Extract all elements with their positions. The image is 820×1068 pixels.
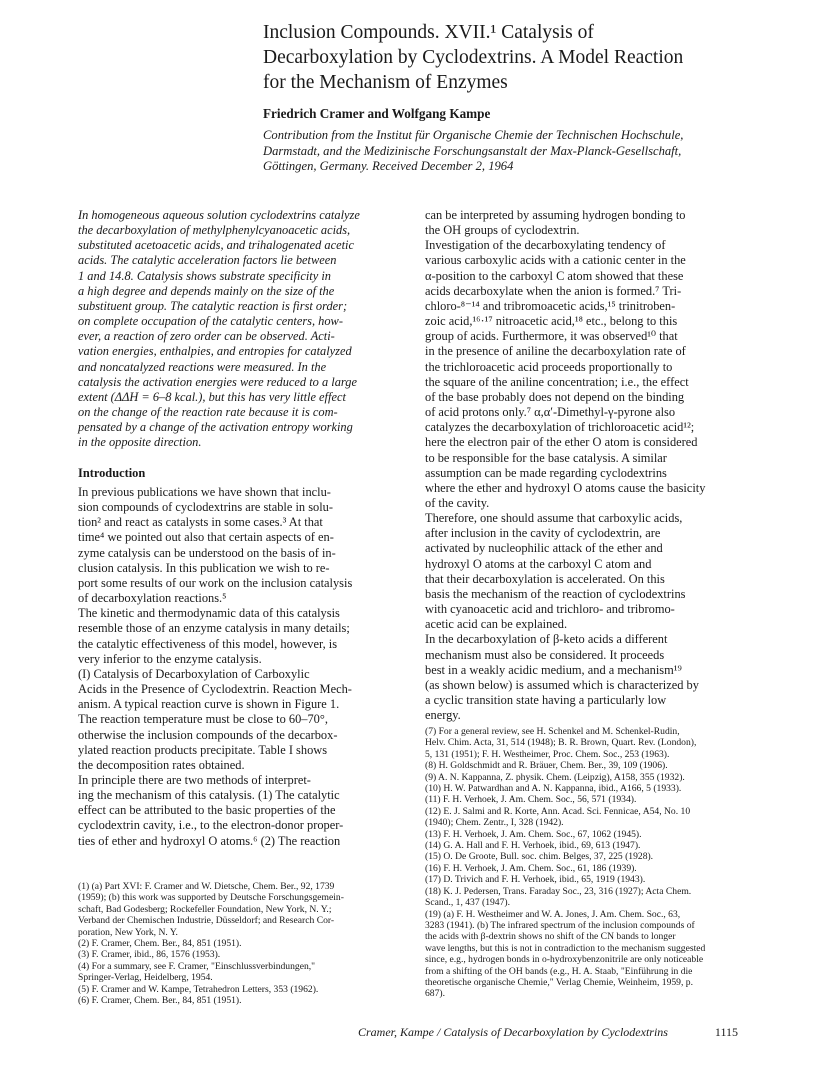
text-line: to be responsible for the base catalysis. A similar (425, 450, 667, 465)
text-line: with cyanoacetic acid and trichloro- and tribromo- (425, 602, 675, 617)
text-line: (9) A. N. Kappanna, Z. physik. Chem. (Leipzig), A158, 355 (1932). (425, 771, 685, 783)
article-title (263, 20, 783, 95)
page-footer (358, 1025, 748, 1040)
text-line: assumption can be made regarding cyclodextrins (425, 465, 667, 480)
text-line: the acids with β-dextrin shows no shift of the CN bands to longer (425, 931, 676, 943)
text-line: 687). (425, 988, 445, 1000)
text-line: 3283 (1941). (b) The infrared spectrum of the inclusion compounds of (425, 919, 695, 931)
text-line: ties of ether and hydroxyl O atoms.⁶ (2) The reaction (78, 833, 341, 848)
text-line: in the presence of aniline the decarboxylation rate of (425, 344, 686, 359)
text-line: various carboxylic acids with a cationic center in the (425, 253, 686, 268)
text-line: resemble those of an enzyme catalysis in many details; (78, 621, 350, 636)
text-line: a cyclic transition state having a particularly low (425, 693, 667, 707)
text-line: Darmstadt, and the Medizinische Forschungsanstalt der Max-Planck-Gesellschaft, (263, 143, 682, 158)
text-line: In homogeneous aqueous solution cyclodextrins catalyze (78, 208, 360, 222)
text-line: otherwise the inclusion compounds of the decarbox- (78, 727, 338, 742)
text-line: Acids in the Presence of Cyclodextrin. Reaction Mech- (78, 682, 352, 697)
text-line: in the opposite direction. (78, 435, 202, 450)
section-heading-introduction: Introduction (78, 466, 146, 480)
text-line: chloro-⁸⁻¹⁴ and tribromoacetic acids,¹⁵ trinitroben- (425, 298, 676, 313)
text-line: very inferior to the enzyme catalysis. (78, 651, 262, 666)
text-line: extent (ΔΔH = 6–8 kcal.), but this has very little effect (78, 389, 346, 404)
text-line: the OH groups of cyclodextrin. (425, 223, 580, 238)
text-line: (10) H. W. Patwardhan and A. N. Kappanna, ibid., A166, 5 (1933). (425, 783, 682, 795)
text-line: (1940); Chem. Zentr., I, 328 (1942). (425, 817, 564, 829)
text-line: Göttingen, Germany. Received December 2, 1964 (263, 159, 514, 173)
text-line: In previous publications we have shown that inclu- (78, 485, 331, 499)
text-line: on the change of the reaction rate because it is com- (78, 405, 338, 420)
text-line: The kinetic and thermodynamic data of this catalysis (78, 606, 340, 621)
text-line: acids decarboxylate when the anion is formed.⁷ Tri- (425, 283, 682, 298)
text-line: (14) G. A. Hall and F. H. Verhoek, ibid., 69, 613 (1947). (425, 840, 641, 852)
text-line: 5, 131 (1951); F. H. Westheimer, Proc. Chem. Soc., 253 (1963). (425, 748, 670, 760)
text-line: substituent group. The catalytic reaction is first order; (78, 298, 348, 313)
text-line: tion² and react as catalysts in some cases.³ At that (78, 515, 323, 530)
text-line: on complete occupation of the catalytic centers, how- (78, 314, 343, 329)
text-line: Verband der Chemischen Industrie, Düsseldorf; and Research Cor- (78, 915, 335, 927)
text-line: hydroxyl O atoms at the carboxyl C atom and (425, 556, 652, 571)
text-line: (8) H. Goldschmidt and R. Bräuer, Chem. Ber., 39, 109 (1906). (425, 760, 668, 772)
text-line: basis the mechanism of the reaction of cyclodextrins (425, 586, 686, 601)
text-line: of decarboxylation reactions.⁵ (78, 591, 227, 606)
text-line: (4) For a summary, see F. Cramer, "Einschlussverbindungen," (78, 960, 316, 972)
text-line: for the Mechanism of Enzymes (263, 72, 508, 93)
text-line: Investigation of the decarboxylating tendency of (425, 238, 666, 253)
text-line: clusion catalysis. In this publication we wish to re- (78, 560, 330, 575)
text-line: here the electron pair of the ether O atom is considered (425, 435, 698, 450)
text-line: (12) E. J. Salmi and R. Korte, Ann. Acad. Sci. Fennicae, A54, No. 10 (425, 805, 691, 817)
text-line: Decarboxylation by Cyclodextrins. A Model Reaction (263, 47, 684, 68)
text-line: (I) Catalysis of Decarboxylation of Carboxylic (78, 666, 310, 681)
text-line: anism. A typical reaction curve is shown in Figure 1. (78, 697, 340, 712)
text-line: theoretische organische Chemie," Verlag Chemie, Weinheim, 1959, p. (425, 976, 693, 988)
text-line: energy. (425, 708, 461, 723)
text-line: zoic acid,¹⁶·¹⁷ nitroacetic acid,¹⁸ etc., belong to this (425, 314, 678, 329)
affiliation (263, 128, 783, 175)
abstract (78, 208, 410, 451)
text-line: since, e.g., hydrogen bonds in o-hydroxybenzonitrile are only noticeable (425, 954, 704, 966)
right-column-text (425, 208, 757, 723)
text-line: of the base probably does not depend on the binding (425, 389, 685, 404)
text-line: zyme catalysis can be understood on the basis of in- (78, 545, 336, 560)
text-line: port some results of our work on the inclusion catalysis (78, 575, 353, 590)
text-line: acids. The catalytic acceleration factors lie between (78, 253, 337, 268)
text-line: (19) (a) F. H. Westheimer and W. A. Jones, J. Am. Chem. Soc., 63, (425, 908, 681, 920)
running-head: Cramer, Kampe / Catalysis of Decarboxylation by Cyclodextrins (358, 1025, 668, 1039)
text-line: catalyzes the decarboxylation of trichloroacetic acid¹²; (425, 420, 695, 435)
text-line: from a shifting of the OH bands (e.g., H. A. Staab, "Einführung in die (425, 965, 693, 977)
text-line: substituted acetoacetic acids, and trihalogenated acetic (78, 238, 354, 253)
text-line: after inclusion in the cavity of cyclodextrin, are (425, 526, 661, 541)
footnotes-right (425, 726, 757, 1000)
text-line: (17) D. Trivich and F. H. Verhoek, ibid., 65, 1919 (1943). (425, 874, 646, 886)
text-line: Contribution from the Institut für Organische Chemie der Technischen Hochschule, (263, 128, 684, 142)
text-line: ylated reaction products precipitate. Table I shows (78, 742, 328, 757)
text-line: (7) For a general review, see H. Schenkel and M. Schenkel-Rudin, (425, 726, 680, 737)
text-line: In principle there are two methods of interpret- (78, 772, 311, 787)
text-line: (18) K. J. Pedersen, Trans. Faraday Soc., 23, 316 (1927); Acta Chem. (425, 885, 692, 897)
text-line: the decarboxylation of methylphenylcyanoacetic acids, (78, 223, 351, 238)
footnotes-left (78, 881, 410, 1006)
text-line: the trichloroacetic acid proceeds proportionally to (425, 359, 673, 374)
text-line: In the decarboxylation of β-keto acids a different (425, 632, 668, 647)
text-line: wave lengths, but this is not in contradiction to the mechanism suggested (425, 942, 706, 954)
text-line: (13) F. H. Verhoek, J. Am. Chem. Soc., 67, 1062 (1945). (425, 828, 642, 840)
text-line: schaft, Bad Godesberg; Rockefeller Foundation, New York, N. Y.; (78, 903, 332, 915)
text-line: can be interpreted by assuming hydrogen bonding to (425, 208, 686, 222)
text-line: (2) F. Cramer, Chem. Ber., 84, 851 (1951). (78, 938, 242, 950)
text-line: catalysis the activation energies were reduced to a large (78, 374, 357, 389)
text-line: the decomposition rates obtained. (78, 757, 245, 772)
text-line: Scand., 1, 437 (1947). (425, 897, 510, 909)
text-line: (6) F. Cramer, Chem. Ber., 84, 851 (1951). (78, 995, 242, 1007)
text-line: Helv. Chim. Acta, 31, 514 (1948); B. R. Brown, Quart. Rev. (London), (425, 737, 697, 749)
text-line: effect can be attributed to the basic properties of the (78, 803, 336, 818)
text-line: of the cavity. (425, 495, 490, 510)
page-number: 1115 (714, 1025, 738, 1039)
text-line: activated by nucleophilic attack of the ether and (425, 541, 663, 556)
text-line: (3) F. Cramer, ibid., 86, 1576 (1953). (78, 949, 221, 961)
text-line: Springer-Verlag, Heidelberg, 1954. (78, 972, 213, 984)
introduction-text (78, 485, 410, 849)
authors: Friedrich Cramer and Wolfgang Kampe (263, 106, 491, 121)
text-line: vation energies, enthalpies, and entropies for catalyzed (78, 344, 352, 359)
text-line: where the ether and hydroxyl O atoms cause the basicity (425, 480, 706, 495)
text-line: that their decarboxylation is accelerated. On this (425, 571, 665, 586)
text-line: Therefore, one should assume that carboxylic acids, (425, 511, 683, 526)
text-line: The reaction temperature must be close to 60–70°, (78, 712, 328, 727)
text-line: α-position to the carboxyl C atom showed that these (425, 268, 684, 283)
text-line: acetic acid can be explained. (425, 617, 568, 632)
text-line: 1 and 14.8. Catalysis shows substrate specificity in (78, 268, 331, 283)
text-line: a high degree and depends mainly on the size of the (78, 283, 335, 298)
text-line: of acid protons only.⁷ α,α′-Dimethyl-γ-pyrone also (425, 405, 676, 420)
text-line: (5) F. Cramer and W. Kampe, Tetrahedron Letters, 353 (1962). (78, 983, 319, 995)
text-line: the catalytic effectiveness of this model, however, is (78, 636, 338, 651)
text-line: pensated by a change of the activation entropy working (78, 420, 353, 435)
text-line: poration, New York, N. Y. (78, 926, 178, 938)
text-line: time⁴ we pointed out also that certain aspects of en- (78, 530, 334, 545)
text-line: (1959); (b) this work was supported by Deutsche Forschungsgemein- (78, 892, 344, 904)
text-line: best in a weakly acidic medium, and a mechanism¹⁹ (425, 662, 682, 677)
text-line: (1) (a) Part XVI: F. Cramer and W. Dietsche, Chem. Ber., 92, 1739 (78, 881, 335, 892)
text-line: sion compounds of cyclodextrins are stable in solu- (78, 500, 333, 515)
text-line: ing the mechanism of this catalysis. (1) The catalytic (78, 788, 340, 803)
text-line: (as shown below) is assumed which is characterized by (425, 677, 699, 692)
text-line: group of acids. Furthermore, it was observed¹⁰ that (425, 329, 678, 344)
text-line: (16) F. H. Verhoek, J. Am. Chem. Soc., 61, 186 (1939). (425, 862, 637, 874)
text-line: the square of the aniline concentration; i.e., the effect (425, 374, 689, 389)
text-line: Inclusion Compounds. XVII.¹ Catalysis of (263, 22, 594, 43)
text-line: (11) F. H. Verhoek, J. Am. Chem. Soc., 56, 571 (1934). (425, 794, 637, 806)
text-line: (15) O. De Groote, Bull. soc. chim. Belges, 37, 225 (1928). (425, 851, 654, 863)
text-line: ever, a reaction of zero order can be observed. Acti- (78, 329, 335, 344)
text-line: and noncatalyzed reactions were measured. In the (78, 359, 327, 374)
text-line: mechanism must also be considered. It proceeds (425, 647, 665, 662)
text-line: cyclodextrin cavity, i.e., to the electron-donor proper- (78, 818, 344, 833)
